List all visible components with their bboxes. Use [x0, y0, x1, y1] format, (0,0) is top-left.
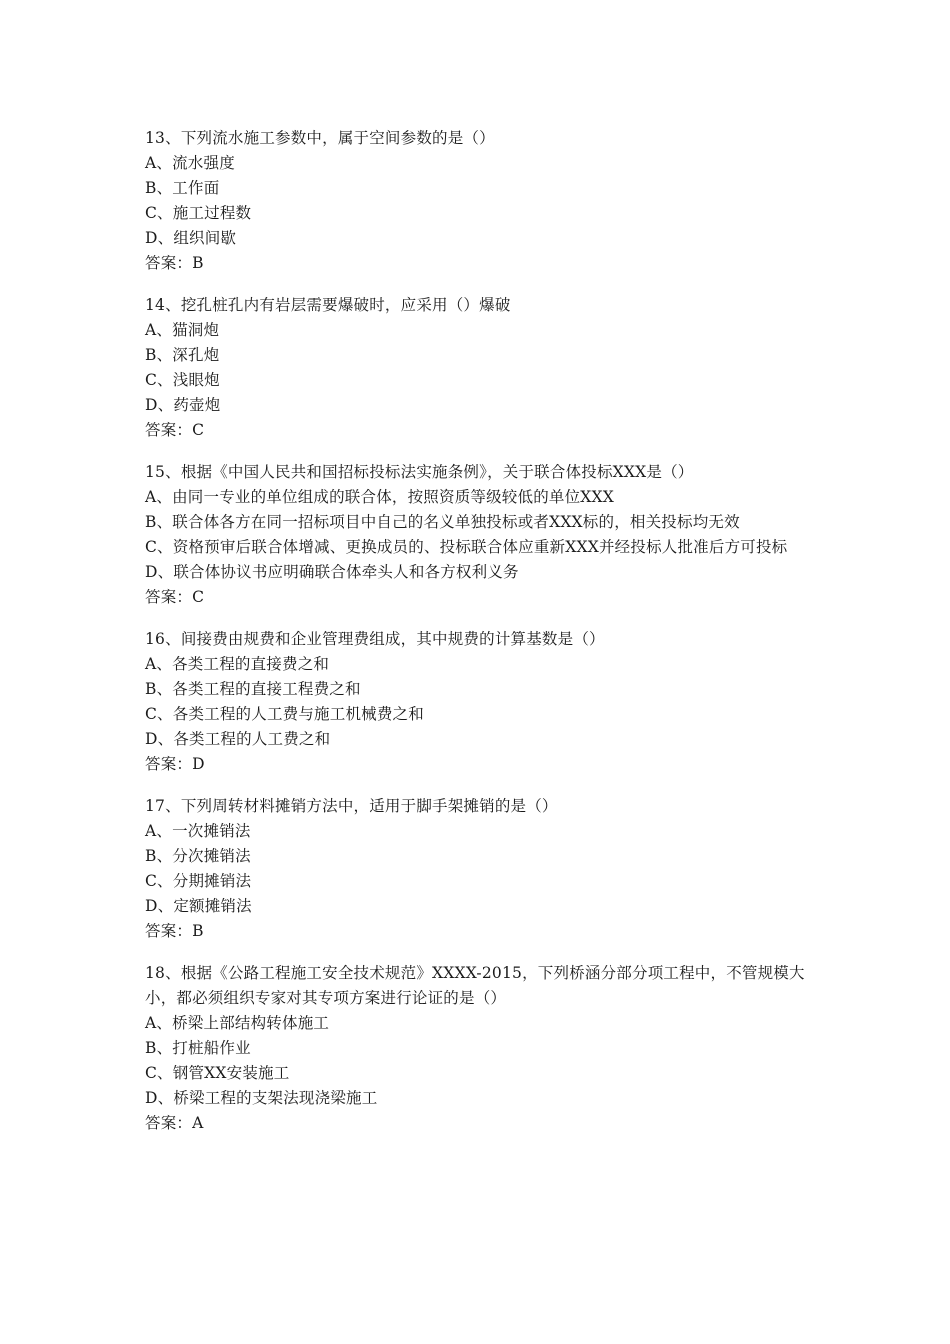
question-15	[145, 460, 810, 610]
answer: 答案：C	[145, 421, 205, 439]
question-stem: 18、根据《公路工程施工安全技术规范》XXXX-2015，下列桥涵分部分项工程中，不管规模大小，都必须组织专家对其专项方案进行论证的是（）	[145, 964, 805, 1007]
option-a: A、一次摊销法	[145, 822, 251, 840]
question-stem: 17、下列周转材料摊销方法中，适用于脚手架摊销的是（）	[145, 797, 558, 815]
answer: 答案：B	[145, 922, 204, 940]
option-c: C、浅眼炮	[145, 371, 220, 389]
option-b: B、深孔炮	[145, 346, 220, 364]
option-a: A、流水强度	[145, 154, 235, 172]
answer: 答案：D	[145, 755, 205, 773]
option-d: D、桥梁工程的支架法现浇梁施工	[145, 1089, 378, 1107]
option-d: D、药壶炮	[145, 396, 221, 414]
answer: 答案：A	[145, 1114, 204, 1132]
question-stem: 14、挖孔桩孔内有岩层需要爆破时，应采用（）爆破	[145, 296, 511, 314]
question-stem: 13、下列流水施工参数中，属于空间参数的是（）	[145, 129, 495, 147]
option-b: B、各类工程的直接工程费之和	[145, 680, 361, 698]
answer: 答案：C	[145, 588, 205, 606]
option-c: C、钢管XX安装施工	[145, 1064, 290, 1082]
option-c: C、各类工程的人工费与施工机械费之和	[145, 705, 424, 723]
question-stem: 15、根据《中国人民共和国招标投标法实施条例》，关于联合体投标XXX是（）	[145, 463, 694, 481]
option-d: D、各类工程的人工费之和	[145, 730, 331, 748]
option-b: B、联合体各方在同一招标项目中自己的名义单独投标或者XXX标的，相关投标均无效	[145, 513, 740, 531]
option-b: B、分次摊销法	[145, 847, 251, 865]
option-b: B、打桩船作业	[145, 1039, 251, 1057]
option-d: D、组织间歇	[145, 229, 237, 247]
question-18	[145, 961, 810, 1136]
option-a: A、桥梁上部结构转体施工	[145, 1014, 330, 1032]
question-16	[145, 627, 810, 777]
option-d: D、定额摊销法	[145, 897, 252, 915]
option-a: A、猫洞炮	[145, 321, 220, 339]
option-b: B、工作面	[145, 179, 220, 197]
question-14	[145, 293, 810, 443]
option-a: A、由同一专业的单位组成的联合体，按照资质等级较低的单位XXX	[145, 488, 614, 506]
question-13	[145, 126, 810, 276]
option-a: A、各类工程的直接费之和	[145, 655, 330, 673]
question-stem: 16、间接费由规费和企业管理费组成，其中规费的计算基数是（）	[145, 630, 605, 648]
option-c: C、施工过程数	[145, 204, 252, 222]
option-d: D、联合体协议书应明确联合体牵头人和各方权利义务	[145, 563, 519, 581]
question-17	[145, 794, 810, 944]
option-c: C、资格预审后联合体增减、更换成员的、投标联合体应重新XXX并经投标人批准后方可投标	[145, 538, 788, 556]
option-c: C、分期摊销法	[145, 872, 252, 890]
answer: 答案：B	[145, 254, 204, 272]
